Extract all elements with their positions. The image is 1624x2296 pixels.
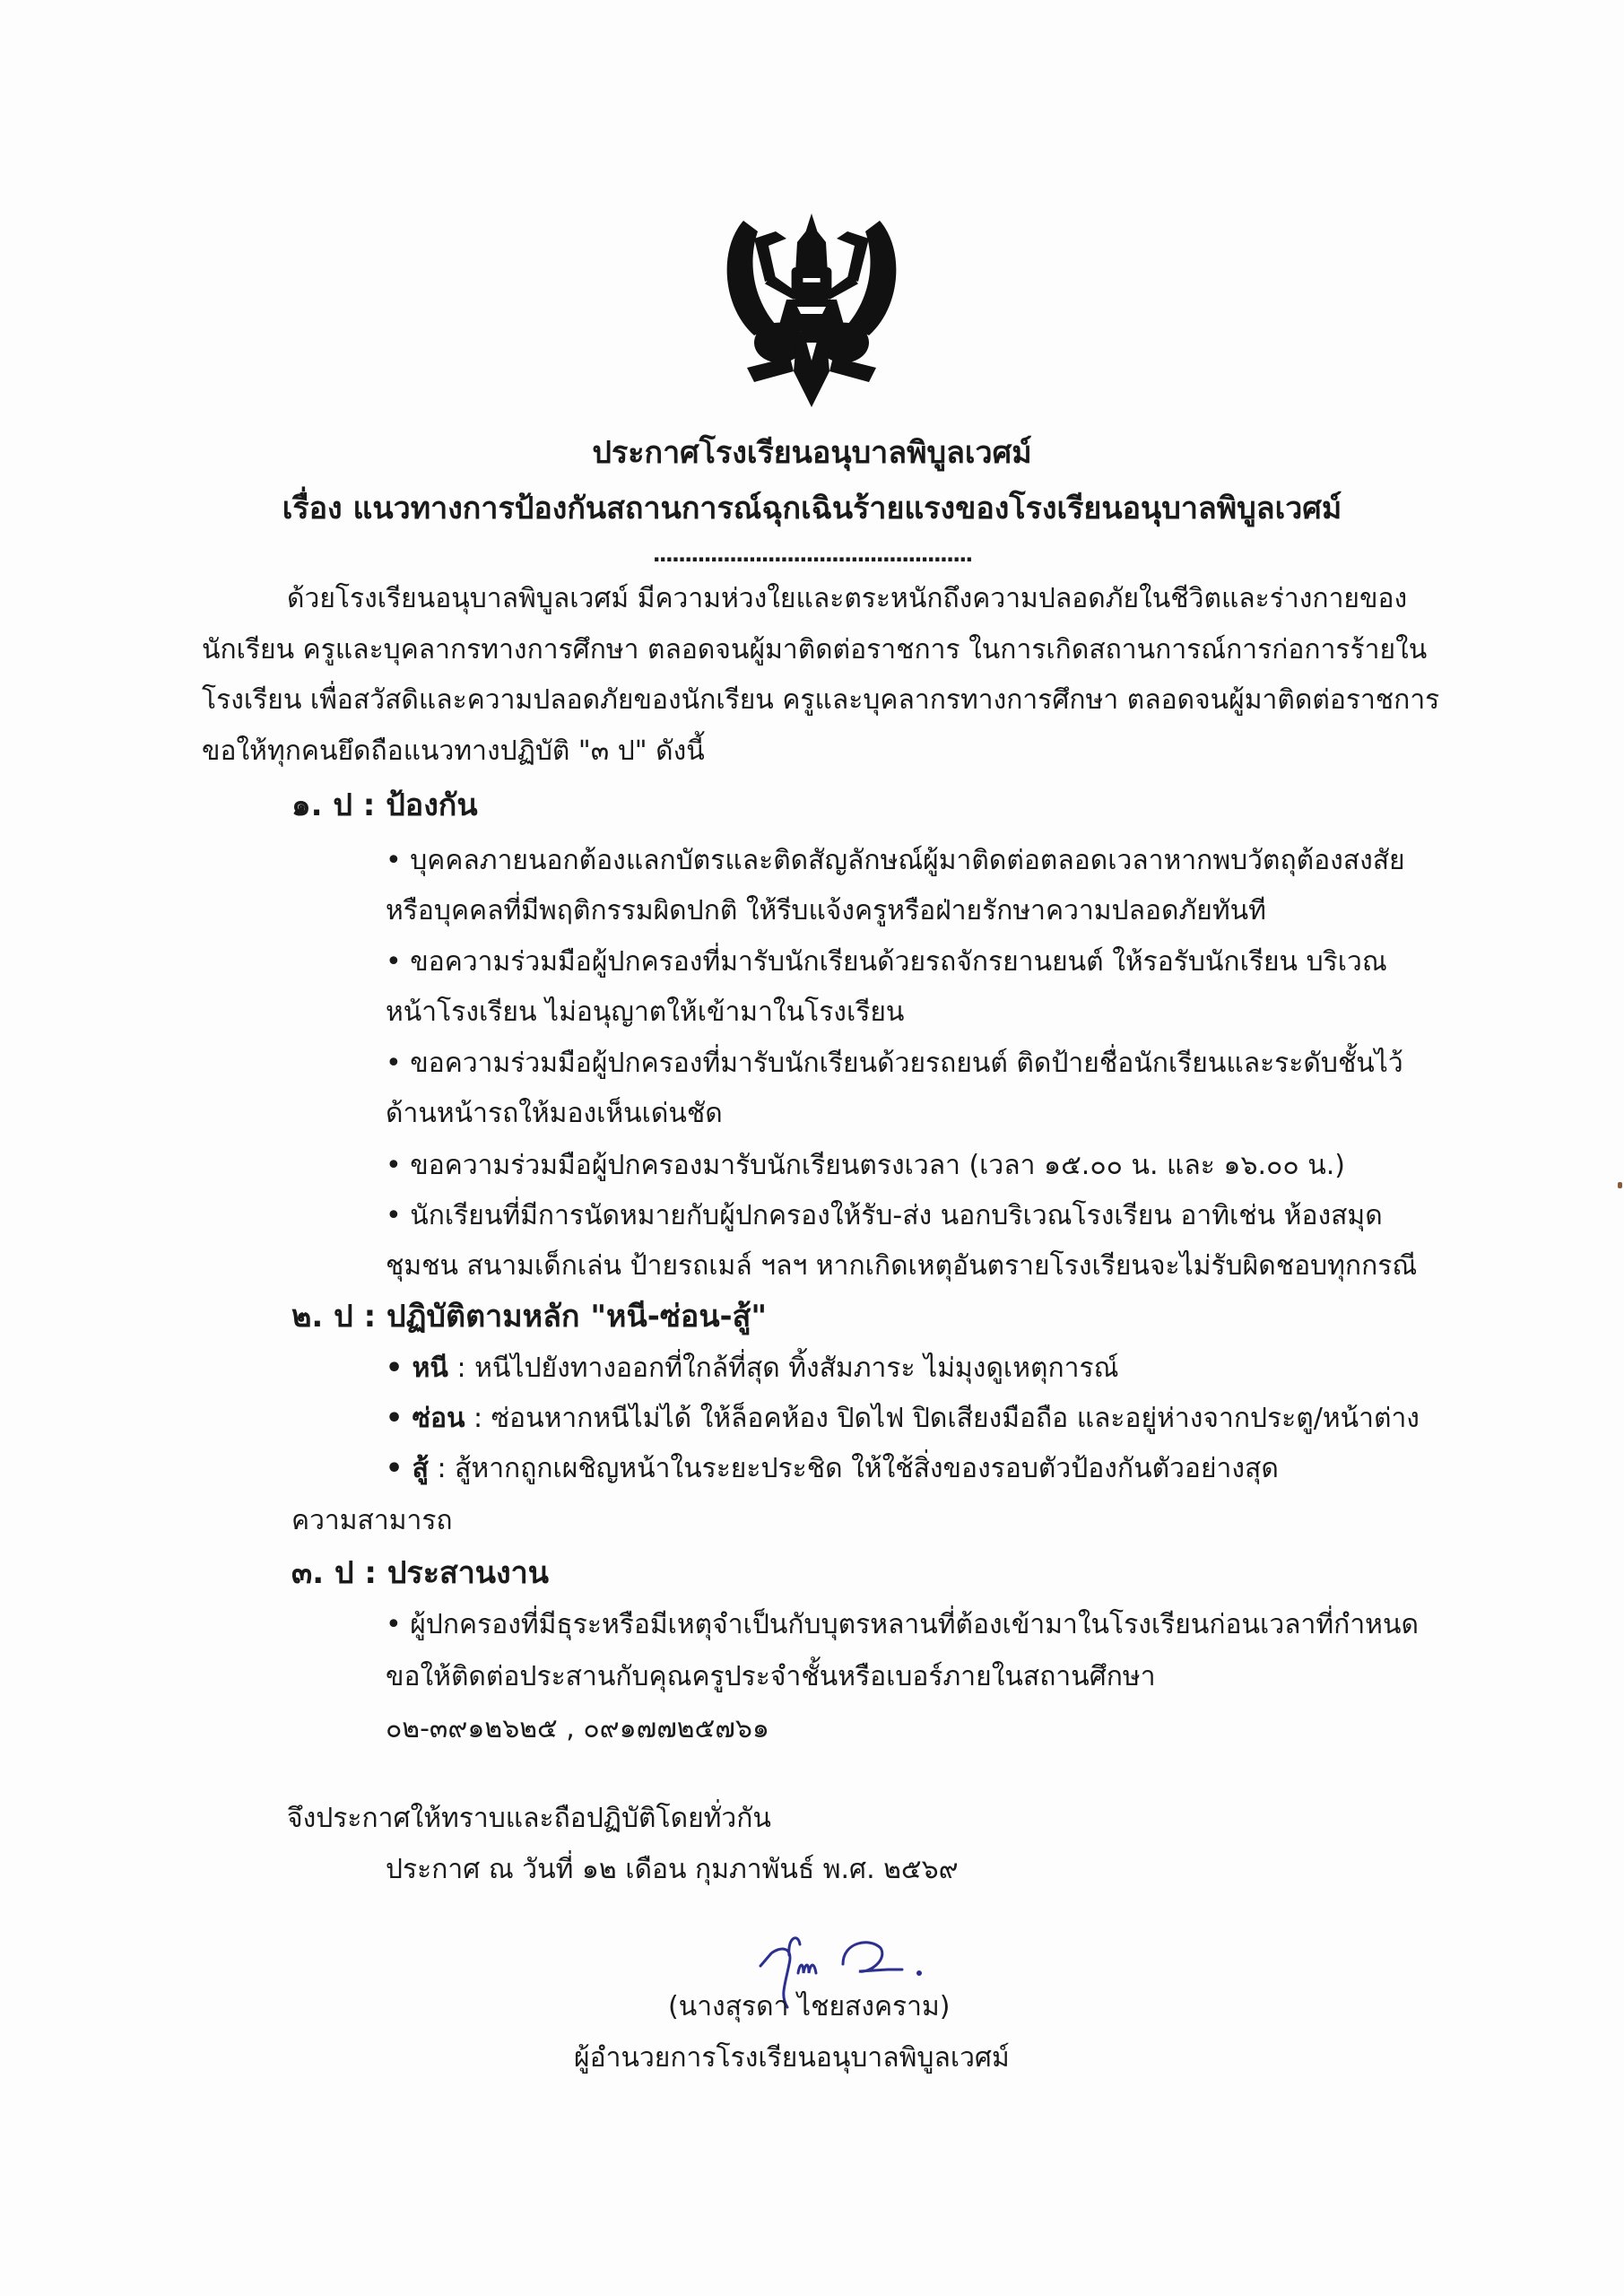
section-1-line: ชุมชน สนามเด็กเล่น ป้ายรถเมล์ ฯลฯ หากเกิดเหตุอันตรายโรงเรียนจะไม่รับผิดชอบทุกกรณี — [386, 1250, 1418, 1282]
document-title: ประกาศโรงเรียนอนุบาลพิบูลเวศม์ — [592, 435, 1032, 471]
scan-speck — [1618, 1182, 1622, 1188]
item-term: • หนี — [386, 1352, 448, 1384]
item-text: : สู้หากถูกเผชิญหน้าในระยะประชิด ให้ใช้สิ่งของรอบตัวป้องกันตัวอย่างสุด — [428, 1453, 1279, 1484]
item-term: • ซ่อน — [386, 1403, 465, 1434]
section-2-item-flee — [386, 1351, 1118, 1387]
signer-name: (นางสุรดา ไชยสงคราม) — [668, 1991, 951, 2022]
intro-line-4: ขอให้ทุกคนยึดถือแนวทางปฏิบัติ "๓ ป" ดังนี้ — [202, 735, 705, 767]
section-1-line: หน้าโรงเรียน ไม่อนุญาตให้เข้ามาในโรงเรียน — [386, 996, 905, 1028]
section-2-item-hide — [386, 1401, 1420, 1437]
signer-position: ผู้อำนวยการโรงเรียนอนุบาลพิบูลเวศม์ — [574, 2042, 1010, 2074]
intro-line-1: ด้วยโรงเรียนอนุบาลพิบูลเวศม์ มีความห่วงใยและตระหนักถึงความปลอดภัยในชีวิตและร่างกายของ — [287, 583, 1408, 614]
item-text: : ซ่อนหากหนีไม่ได้ ให้ล็อคห้อง ปิดไฟ ปิดเสียงมือถือ และอยู่ห่างจากประตู/หน้าต่าง — [465, 1403, 1420, 1434]
announcement-date: ประกาศ ณ วันที่ ๑๒ เดือน กุมภาพันธ์ พ.ศ. ๒๕๖๙ — [386, 1854, 959, 1885]
section-1-line: • บุคคลภายนอกต้องแลกบัตรและติดสัญลักษณ์ผู้มาติดต่อตลอดเวลาหากพบวัตถุต้องสงสัย — [386, 845, 1405, 876]
section-2-heading: ๒. ป : ปฏิบัติตามหลัก "หนี-ซ่อน-สู้" — [291, 1299, 768, 1335]
section-3-line: ขอให้ติดต่อประสานกับคุณครูประจำชั้นหรือเบอร์ภายในสถานศึกษา — [386, 1661, 1156, 1692]
section-1-line: • นักเรียนที่มีการนัดหมายกับผู้ปกครองให้รับ-ส่ง นอกบริเวณโรงเรียน อาทิเช่น ห้องสมุด — [386, 1200, 1383, 1231]
section-1-heading: ๑. ป : ป้องกัน — [291, 787, 478, 823]
section-3-heading: ๓. ป : ประสานงาน — [291, 1555, 549, 1591]
section-2-item-fight — [386, 1451, 1279, 1487]
section-1-line: • ขอความร่วมมือผู้ปกครองที่มารับนักเรียนด้วยรถยนต์ ติดป้ายชื่อนักเรียนและระดับชั้นไว้ — [386, 1048, 1403, 1079]
section-1-line: หรือบุคคลที่มีพฤติกรรมผิดปกติ ให้รีบแจ้งครูหรือฝ่ายรักษาความปลอดภัยทันที — [386, 895, 1266, 926]
item-text: : หนีไปยังทางออกที่ใกล้ที่สุด ทิ้งสัมภาระ ไม่มุงดูเหตุการณ์ — [447, 1352, 1119, 1384]
phone-numbers: ๐๒-๓๙๑๒๖๒๕ , ๐๙๑๗๗๒๕๗๖๑ — [386, 1713, 769, 1744]
section-1-line: ด้านหน้ารถให้มองเห็นเด่นชัด — [386, 1098, 723, 1129]
closing-statement: จึงประกาศให้ทราบและถือปฏิบัติโดยทั่วกัน — [287, 1803, 771, 1834]
section-1-line: • ขอความร่วมมือผู้ปกครองมารับนักเรียนตรงเวลา (เวลา ๑๕.๐๐ น. และ ๑๖.๐๐ น.) — [386, 1150, 1345, 1181]
section-3-line: • ผู้ปกครองที่มีธุระหรือมีเหตุจำเป็นกับบุตรหลานที่ต้องเข้ามาในโรงเรียนก่อนเวลาที่กำหนด — [386, 1609, 1419, 1640]
garuda-emblem-icon — [704, 199, 919, 414]
section-1-line: • ขอความร่วมมือผู้ปกครองที่มารับนักเรียนด้วยรถจักรยานยนต์ ให้รอรับนักเรียน บริเวณ — [386, 946, 1387, 978]
section-2-continuation: ความสามารถ — [291, 1505, 453, 1536]
item-term: • สู้ — [386, 1453, 429, 1484]
intro-line-3: โรงเรียน เพื่อสวัสดิและความปลอดภัยของนักเรียน ครูและบุคลากรทางการศึกษา ตลอดจนผู้มาติดต่อราชการ — [202, 684, 1440, 716]
intro-line-2: นักเรียน ครูและบุคลากรทางการศึกษา ตลอดจนผู้มาติดต่อราชการ ในการเกิดสถานการณ์การก่อการร้ายใน — [202, 634, 1428, 665]
document-subject: เรื่อง แนวทางการป้องกันสถานการณ์ฉุกเฉินร้ายแรงของโรงเรียนอนุบาลพิบูลเวศม์ — [282, 491, 1342, 526]
separator-dots: .................................................. — [652, 542, 972, 567]
